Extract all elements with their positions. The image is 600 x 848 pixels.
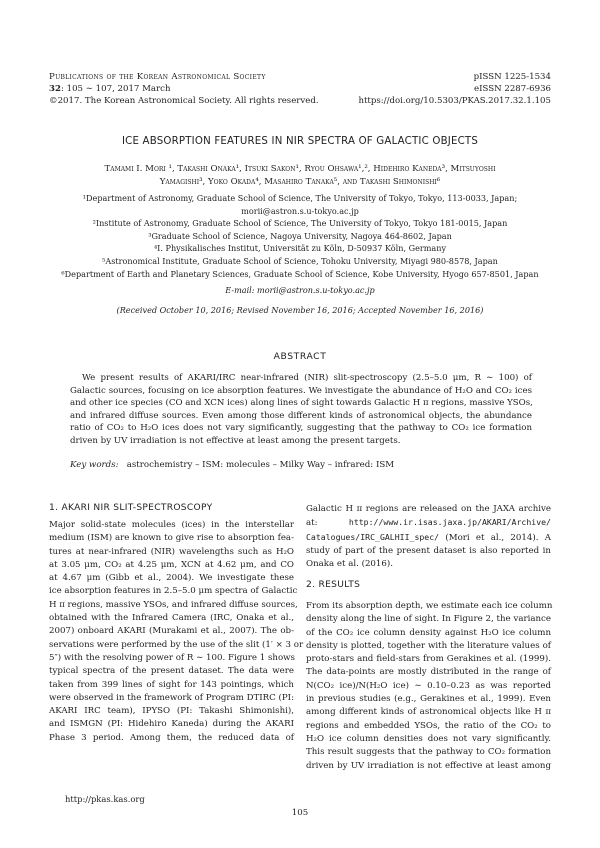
body-line: tures at near-infrared (NIR) wavelengths such as H₂O xyxy=(49,546,294,557)
body-line-url xyxy=(306,531,551,545)
body-line: driven by UV irradiation is not effective at least among xyxy=(306,760,551,771)
keywords-text: astrochemistry – ISM: molecules – Milky Way – infrared: ISM xyxy=(126,460,395,470)
body-line: at 4.67 μm (Gibb et al., 2004). We investigate these xyxy=(49,573,294,584)
body-line: at 3.05 μm, CO₂ at 4.25 μm, XCN at 4.62 μm, and CO xyxy=(49,559,294,570)
paper-title: ICE ABSORPTION FEATURES IN NIR SPECTRA OF GALACTIC OBJECTS xyxy=(121,136,479,147)
section-1-continued xyxy=(306,503,551,571)
keywords xyxy=(70,460,532,470)
affiliation: ⁴I. Physikalisches Institut, Universität zu Köln, D-50937 Köln, Germany xyxy=(153,243,447,254)
body-line: in previous studies (e.g., Gerakines et al., 1999). Even xyxy=(306,694,551,705)
body-line: proto-stars and field-stars from Gerakines et al. (1999). xyxy=(306,654,551,665)
body-line: H₂O ice column densities does not vary significantly. xyxy=(306,733,551,744)
body-text: (Mori et al., 2014). A xyxy=(445,532,551,543)
keywords-label: Key words: xyxy=(70,460,119,470)
section-1-body xyxy=(49,519,304,745)
pissn: pISSN 1225-1534 xyxy=(473,72,551,82)
author-line: Yamagishi³, Yoko Okada⁴, Masahiro Tanaka⁵, and Takashi Shimonishi⁶ xyxy=(159,176,441,187)
body-line: Major solid-state molecules (ices) in the interstellar xyxy=(49,520,294,530)
author-line: Tamami I. Mori ¹, Takashi Onaka¹, Itsuki Sakon¹, Ryou Ohsawa¹,², Hidehiro Kaneda³, Mitsuyoshi xyxy=(104,164,496,174)
abstract-heading: ABSTRACT xyxy=(273,351,327,362)
affiliation: ⁵Astronomical Institute, Graduate School of Science, Tohoku University, Miyagi 980-8578, Japan xyxy=(102,255,498,266)
affiliations xyxy=(40,192,560,280)
body-line: typical spectra of the present dataset. The data were xyxy=(49,666,294,677)
body-line: ice absorption features in 2.5–5.0 μm spectra of Galactic xyxy=(49,586,298,597)
section-2-body xyxy=(306,600,551,773)
body-line: Galactic H ɪɪ regions are released on the JAXA archive xyxy=(306,504,551,514)
body-line: density is plotted, together with the literature values of xyxy=(306,640,551,651)
body-line: obtained with the Infrared Camera (IRC, Onaka et al., xyxy=(49,613,294,624)
author-list xyxy=(60,163,540,188)
body-line: taken from 399 lines of sight for 143 pointings, which xyxy=(49,679,294,690)
abstract-line: Galactic sources, focusing on ice absorption features. We investigate the abundance of H₂O and CO₂ ices xyxy=(70,385,532,396)
body-line: medium (ISM) are known to give rise to absorption fea- xyxy=(49,533,294,544)
body-line: and ISMGN (PI: Hidehiro Kaneda) during the AKARI xyxy=(49,719,294,730)
doi-link[interactable]: https://doi.org/10.5303/PKAS.2017.32.1.105 xyxy=(358,96,551,106)
body-line: This result suggests that the pathway to CO₂ formation xyxy=(306,747,551,758)
affiliation: ¹Department of Astronomy, Graduate School of Science, The University of Tokyo, Tokyo, 113-0033, Japan; xyxy=(82,193,518,203)
page-number: 105 xyxy=(291,808,309,818)
abstract-line: and other ice species (CO and XCN ices) along lines of sight towards Galactic H ɪɪ regions, massive YSOs, xyxy=(70,398,533,409)
eissn: eISSN 2287-6936 xyxy=(474,84,551,94)
journal-name: Publications of the Korean Astronomical Society xyxy=(49,72,266,82)
body-line: 2007) onboard AKARI (Murakami et al., 2007). The ob- xyxy=(49,626,294,637)
section-1-heading: 1. AKARI NIR SLIT-SPECTROSCOPY xyxy=(49,503,213,513)
body-line: N(CO₂ ice)/N(H₂O ice) ∼ 0.10–0.23 as was reported xyxy=(306,680,551,691)
abstract-line: ratio of CO₂ to H₂O ices does not vary significantly, suggesting that the pathway to CO₂ ice formation xyxy=(70,423,532,434)
body-line: servations were performed by the use of the slit (1′ × 3 or xyxy=(49,639,304,650)
abstract-line: and infrared diffuse sources. Even among those different kinds of astronomical objects, the abundance xyxy=(70,410,532,421)
copyright: ©2017. The Korean Astronomical Society. All rights reserved. xyxy=(49,96,319,106)
abstract-body xyxy=(70,372,532,448)
body-line: of the CO₂ ice column density against H₂O ice column xyxy=(306,627,551,638)
body-line: From its absorption depth, we estimate each ice column xyxy=(306,601,553,611)
section-2-heading: 2. RESULTS xyxy=(306,580,361,590)
body-line: H ɪɪ regions, massive YSOs, and infrared diffuse sources, xyxy=(49,599,298,610)
corresponding-email: E-mail: morii@astron.s.u-tokyo.ac.jp xyxy=(225,285,375,295)
body-line: 5″) with the resolving power of R ∼ 100. Figure 1 shows xyxy=(49,652,295,663)
journal-url-footnote[interactable]: http://pkas.kas.org xyxy=(65,794,145,804)
volume-number: 32 xyxy=(49,84,61,94)
body-line: regions and embedded YSOs, the ratio of the CO₂ to xyxy=(306,720,551,731)
affiliation-email: morii@astron.s.u-tokyo.ac.jp xyxy=(241,205,359,216)
body-line: Onaka et al. (2016). xyxy=(306,559,393,570)
abstract-line: driven by UV irradiation is not effective at least among the present targets. xyxy=(70,435,401,446)
body-line: Phase 3 period. Among them, the reduced data of xyxy=(49,732,294,743)
body-line: study of part of the present dataset is also reported in xyxy=(306,545,551,556)
body-line: were observed in the framework of Program DTIRC (PI: xyxy=(49,692,294,703)
archive-url-part-1[interactable]: http://www.ir.isas.jaxa.jp/AKARI/Archive/ xyxy=(348,517,551,528)
volume-pages: : 105 ∼ 107, 2017 March xyxy=(60,84,171,94)
body-line: The data-points are mostly distributed in the range of xyxy=(306,667,551,678)
body-line: AKARI IRC team), IPYSO (PI: Takashi Shimonishi), xyxy=(49,706,294,717)
affiliation: ²Institute of Astronomy, Graduate School of Science, The University of Tokyo, Tokyo 181-0015, Japan xyxy=(92,218,508,229)
archive-url-part-2[interactable]: Catalogues/IRC_GALHII_spec/ xyxy=(306,531,440,542)
received-dates: (Received October 10, 2016; Revised November 16, 2016; Accepted November 16, 2016) xyxy=(116,305,484,315)
body-line: density along the line of sight. In Figure 2, the variance xyxy=(306,614,551,625)
body-line: among different kinds of astronomical objects like H ɪɪ xyxy=(306,707,551,718)
body-text: at: xyxy=(306,518,318,529)
body-line-url xyxy=(306,516,551,530)
affiliation: ⁶Department of Earth and Planetary Sciences, Graduate School of Science, Kobe University, Hyogo 657-8501, Japan xyxy=(61,268,539,279)
issn-header xyxy=(291,71,551,107)
affiliation: ³Graduate School of Science, Nagoya University, Nagoya 464-8602, Japan xyxy=(148,230,452,241)
abstract-line: We present results of AKARI/IRC near-infrared (NIR) slit-spectroscopy (2.5–5.0 μm, R ∼ 100) of xyxy=(82,373,532,383)
